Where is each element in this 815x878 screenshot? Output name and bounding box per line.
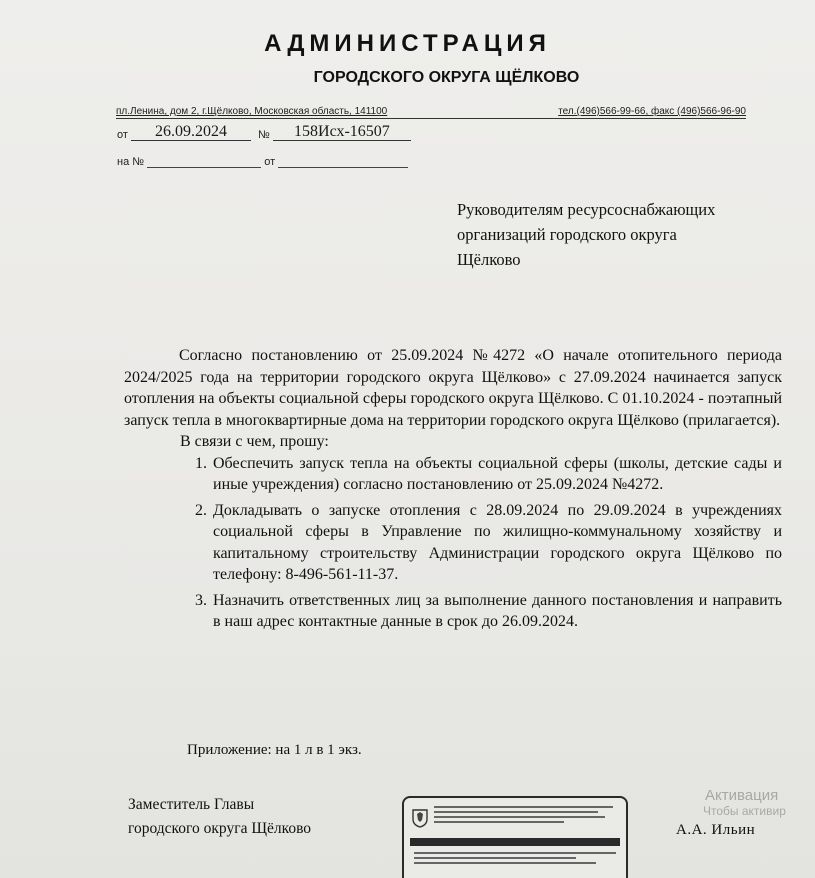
- request-item: 1. Обеспечить запуск тепла на объекты социальной сферы (школы, детские сады и иные учреждения) согласно постановлению от 25.09.2024 №4272.: [211, 453, 782, 496]
- letterhead-contacts: [116, 106, 746, 119]
- stamp-header-band: [410, 838, 620, 846]
- recipient-block: [457, 197, 777, 272]
- watermark-line: Чтобы активир: [703, 804, 786, 818]
- outgoing-date: 26.09.2024: [131, 124, 251, 141]
- incoming-date-label: от: [264, 156, 276, 168]
- outgoing-date-label: от: [117, 129, 128, 141]
- electronic-signature-stamp: [402, 796, 628, 878]
- letter-body: [124, 345, 782, 637]
- letterhead-subtitle: ГОРОДСКОГО ОКРУГА ЩЁЛКОВО: [313, 69, 580, 86]
- recipient-line: Руководителям ресурсоснабжающих: [457, 200, 716, 219]
- signatory-position: [128, 793, 311, 841]
- signatory-name: А.А. Ильин: [676, 822, 756, 838]
- request-list: [124, 453, 782, 633]
- signatory-position-line: Заместитель Главы: [128, 796, 255, 813]
- watermark-line: Активация: [705, 787, 779, 804]
- incoming-reference: [117, 155, 408, 168]
- request-item: 2. Докладывать о запуске отопления с 28.09.2024 по 29.09.2024 в учреждениях социальной сферы в Управление по жилищно-коммунальному хозяйству и капитальному строительству Администрации городского округа Щёлково по телефону: 8-496-561-11-37.: [211, 500, 782, 586]
- incoming-number-label: на №: [117, 156, 145, 168]
- request-item: 3. Назначить ответственных лиц за выполнение данного постановления и направить в наш адрес контактные данные в срок до 26.09.2024.: [211, 590, 782, 633]
- request-line: В связи с чем, прошу:: [180, 433, 329, 450]
- outgoing-reference: [117, 124, 411, 141]
- incoming-date-blank: [278, 155, 408, 168]
- attachment-note: Приложение: на 1 л в 1 экз.: [187, 742, 362, 758]
- letterhead-address: пл.Ленина, дом 2, г.Щёлково, Московская область, 141100: [116, 106, 388, 117]
- signatory-position-line: городского округа Щёлково: [128, 820, 312, 837]
- incoming-number-blank: [147, 155, 261, 168]
- recipient-line: Щёлково: [457, 250, 521, 269]
- letterhead-title: АДМИНИСТРАЦИЯ: [264, 30, 551, 57]
- recipient-line: организаций городского округа: [457, 225, 677, 244]
- outgoing-number-label: №: [258, 129, 270, 141]
- coat-of-arms-icon: [412, 808, 428, 828]
- letterhead-phone: тел.(496)566-99-66, факс (496)566-96-90: [558, 106, 746, 117]
- main-paragraph: Согласно постановлению от 25.09.2024 №4272 «О начале отопительного периода 2024/2025 года на территории городского округа Щёлково» с 27.09.2024 начинается запуск отопления на объекты социальной сферы городского округа Щёлково. С 01.10.2024 - поэтапный запуск тепла в многоквартирные дома на территории городского округа Щёлково (прилагается).: [124, 347, 782, 429]
- activation-watermark: [705, 787, 786, 818]
- outgoing-number: 158Исх-16507: [273, 124, 411, 141]
